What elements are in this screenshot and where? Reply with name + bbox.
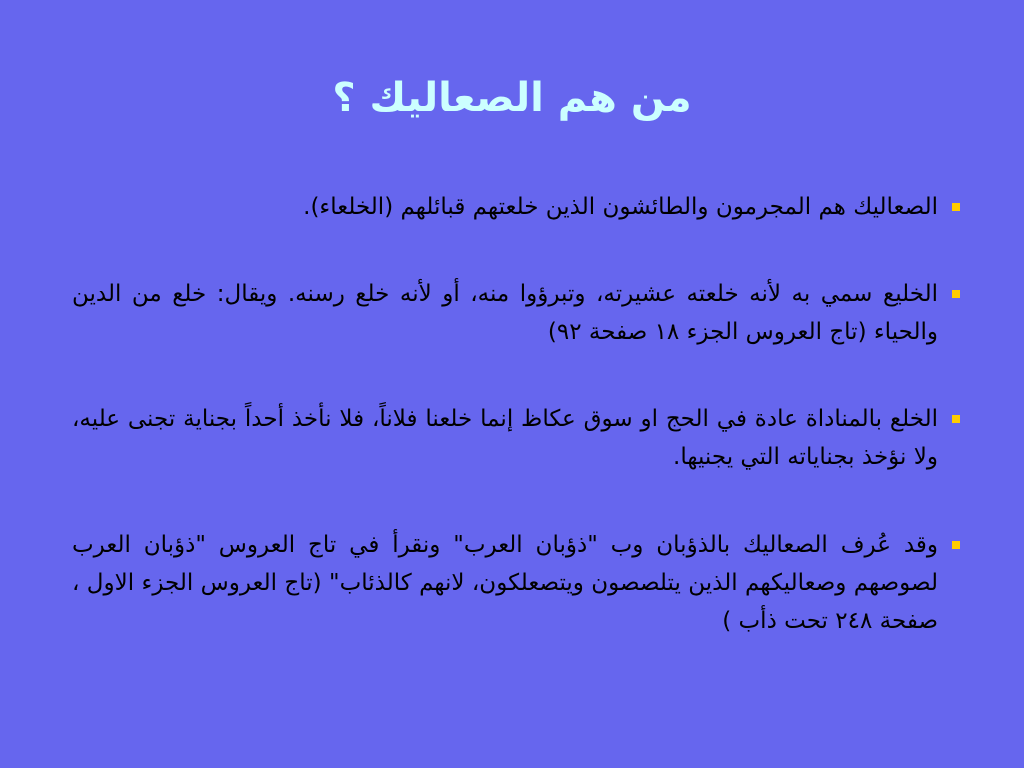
bullet-text: الخلع بالمناداة عادة في الحج او سوق عكاظ إنما خلعنا فلاناً، فلا نأخذ أحداً بجناية تجنى عليه، ولا نؤخذ بجناياته التي يجنيها.: [72, 406, 938, 470]
square-bullet-icon: [952, 415, 960, 423]
square-bullet-icon: [952, 290, 960, 298]
bullet-item: [72, 188, 960, 226]
bullet-item: [72, 400, 960, 476]
bullet-item: [72, 526, 960, 640]
slide-title: من هم الصعاليك ؟: [332, 75, 692, 121]
bullet-text: الصعاليك هم المجرمون والطائشون الذين خلعتهم قبائلهم (الخلعاء).: [303, 194, 938, 220]
bullet-text: الخليع سمي به لأنه خلعته عشيرته، وتبرؤوا منه، أو لأنه خلع رسنه. ويقال: خلع من الدين والحياء (تاج العروس الجزء ١٨ صفحة ٩٢): [72, 281, 938, 345]
square-bullet-icon: [952, 203, 960, 211]
bullet-list: [72, 188, 960, 640]
square-bullet-icon: [952, 541, 960, 549]
bullet-text: وقد عُرف الصعاليك بالذؤبان وب "ذؤبان العرب" ونقرأ في تاج العروس "ذؤبان العرب لصوصهم وصعاليكهم الذين يتلصصون ويتصعلكون، لانهم كالذئاب" (تاج العروس الجزء الاول ، صفحة ٢٤٨ تحت ذأب ): [72, 532, 938, 634]
bullet-item: [72, 275, 960, 351]
